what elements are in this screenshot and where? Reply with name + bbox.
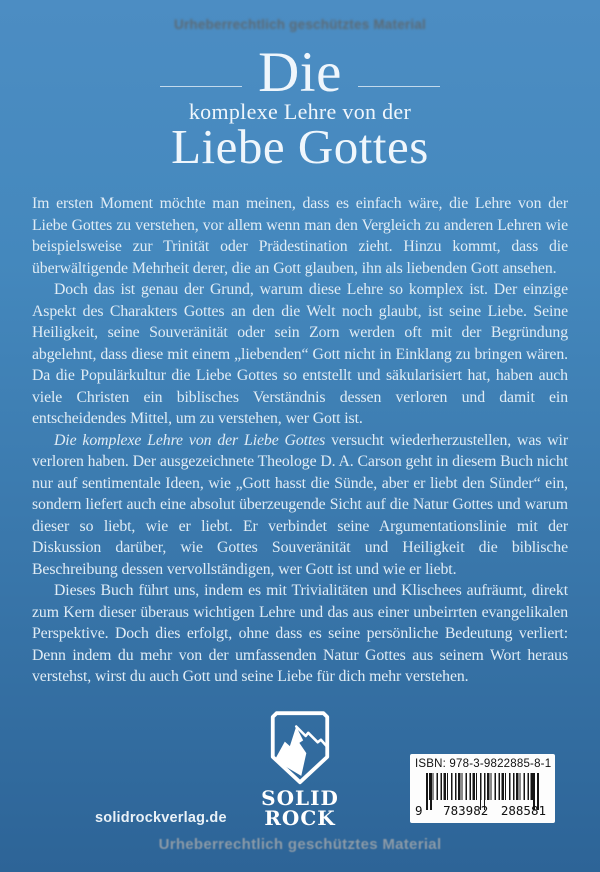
title-subtitle: komplexe Lehre von der	[188, 99, 412, 124]
title-line-1-row	[0, 41, 600, 104]
logo-text-solid: SOLID	[261, 786, 339, 810]
copyright-watermark-top: Urheberrechtlich geschütztes Material	[174, 17, 426, 32]
logo-text-rock: ROCK	[264, 806, 336, 830]
publisher-logo-text	[261, 788, 339, 828]
isbn-label: ISBN: 978-3-9822885-8-1	[415, 758, 552, 770]
isbn-digit-group: 288581	[500, 803, 546, 818]
isbn-digit-group: 783982	[443, 803, 489, 818]
title-main: Liebe Gottes	[171, 119, 429, 174]
copyright-watermark-bottom: Urheberrechtlich geschütztes Material	[158, 836, 442, 853]
barcode-bars	[426, 773, 539, 800]
isbn-digits	[415, 804, 546, 818]
body-paragraph: Im ersten Moment möchte man meinen, dass es einfach wäre, die Lehre von der Liebe Gottes zu verstehen, vor allem wenn man den Vergleich zu anderen Lehren wie beispielsweise zur Trinität oder Prädestination zieht. Hinzu kommt, dass die überwältigende Mehrheit derer, die an Gott glauben, ihn als liebenden Gott ansehen.	[32, 195, 568, 277]
publisher-website-link[interactable]: solidrockverlag.de	[95, 810, 227, 826]
title-rule-left	[160, 86, 242, 88]
isbn-digit-group: 9	[415, 803, 423, 818]
body-paragraph: Die komplexe Lehre von der Liebe Gottes versucht wiederherzustellen, was wir verloren haben. Der ausgezeichnete Theologe D. A. Carson geht in diesem Buch nicht nur auf sentimentale Ideen, wie „Gott hasst die Sünde, aber er liebt den Sünder“ ein, sondern liefert auch eine absolut überzeugende Sicht auf die Natur Gottes und warum dieser so liebt, wie er liebt. Er verbindet seine Argumentationslinie mit der Diskussion darüber, wie Gottes Souveränität und Heiligkeit die biblische Beschreibung dessen vervollständigen, wer Gott ist und wie er liebt.	[32, 431, 569, 578]
mountain-shield-icon	[268, 710, 332, 786]
barcode	[415, 772, 550, 818]
book-title-italic-reference: Die komplexe Lehre von der Liebe Gottes	[54, 431, 326, 449]
title-word-die: Die	[258, 41, 342, 104]
title-rule-right	[358, 86, 440, 88]
back-cover-blurb	[32, 193, 568, 688]
body-paragraph: Dieses Buch führt uns, indem es mit Trivialitäten und Klischees aufräumt, direkt zum Kern dieser überaus wichtigen Lehre und das aus einer unbeirrten evangelikalen Perspektive. Doch dies erfolgt, ohne dass es seine persönliche Bedeutung verliert: Denn indem du mehr von der umfassenden Natur Gottes aus seinem Wort heraus verstehst, wirst du auch Gott und seine Liebe für dich mehr verstehen.	[32, 582, 568, 685]
isbn-barcode-box	[410, 754, 555, 823]
body-paragraph: Doch das ist genau der Grund, warum diese Lehre so komplex ist. Der einzige Aspekt des Charakters Gottes an den die Welt noch glaubt, ist seine Liebe. Seine Heiligkeit, seine Souveränität oder sein Zorn werden oft mit der Begründung abgelehnt, dass diese mit einem „liebenden“ Gott nicht in Einklang zu bringen wären. Da die Populärkultur die Liebe Gottes so entstellt und säkularisiert hat, haben auch viele Christen ein biblisches Verständnis dessen verloren und damit ein entscheidendes Mittel, um zu verstehen, wer Gott ist.	[32, 281, 568, 427]
book-title-block	[0, 41, 600, 174]
